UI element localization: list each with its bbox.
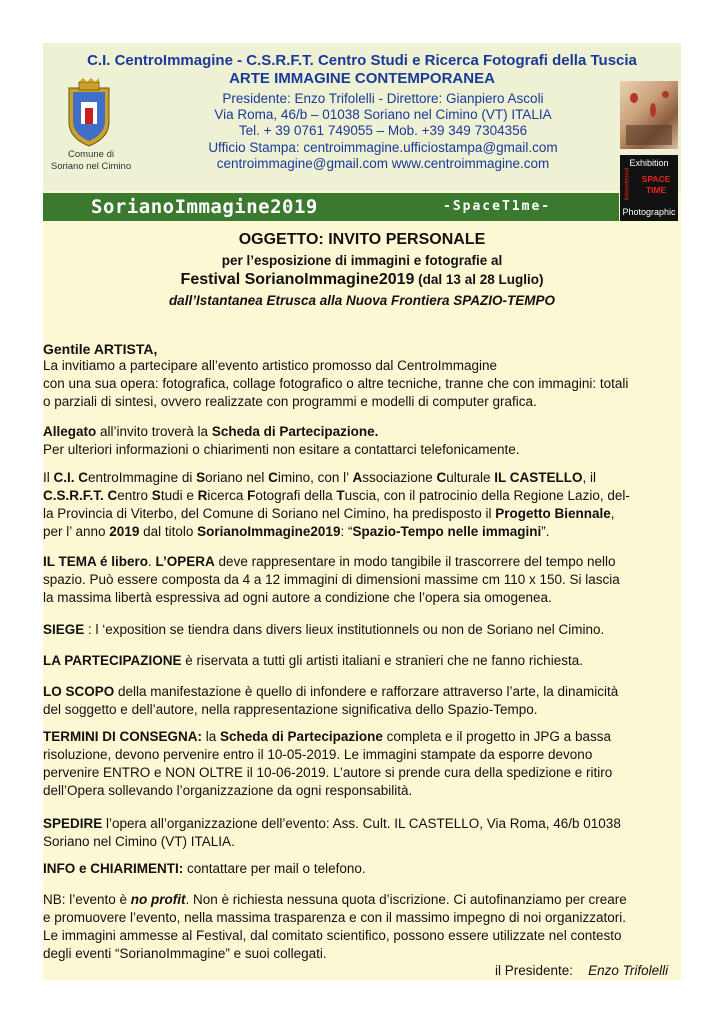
president-line: Presidente: Enzo Trifolelli - Direttore: Gianpiero Ascoli [222, 91, 544, 106]
deadline-paragraph: TERMINI DI CONSEGNA: la Scheda di Partecipazione completa e il progetto in JPG a bassa risoluzione, devono pervenire entro il 10-05-2019. Le immagini stampate da esporre devono pervenire ENTRO e NON OLTRE il 10-06-2019. L’autore si prende cura della spedizione e ritiro dell’Opera sollevando l’organizzazione da ogni responsabilità. [43, 729, 613, 798]
org-name: C.I. CentroImmagine - C.S.R.F.T. Centro Studi e Ricerca Fotografi della Tuscia [87, 52, 637, 69]
coat-of-arms-icon [63, 78, 115, 148]
artwork-thumbnail [620, 81, 678, 149]
allegato-paragraph: Allegato all’invito troverà la Scheda di Partecipazione. Per ulteriori informazioni o chiarimenti non esitare a contattarci telefonicamente. [43, 424, 520, 457]
intro-paragraph: La invitiamo a partecipare all’evento artistico promosso dal CentroImmagine con una sua opera: fotografica, collage fotografico o altre tecniche, tranne che con immagini: totali o parziali di sintesi, ovvero realizzate con programmi e modelli di computer grafica. [43, 358, 629, 409]
exhibition-logo: Exhibition International SPACE TIME Photographic [620, 155, 678, 221]
festival-title: Festival SorianoImmagine2019 (dal 13 al 28 Luglio) [180, 271, 544, 288]
info-paragraph: INFO e CHIARIMENTI: contattare per mail o telefono. [43, 861, 366, 876]
purpose-paragraph: LO SCOPO della manifestazione è quello di infondere e rafforzare attraverso l’arte, la dinamicità del soggetto e dell’autore, nella rappresentazione significativa dello Spazio-Tempo. [43, 684, 619, 717]
subject-line: per l’esposizione di immagini e fotografie al [221, 253, 503, 268]
document-page [43, 43, 681, 980]
letterhead [43, 43, 681, 191]
organizers-paragraph: Il C.I. CentroImmagine di Soriano nel Cimino, con l’ Associazione Culturale IL CASTELLO, il C.S.R.F.T. Centro Studi e Ricerca Fotografi della Tuscia, con il patrocinio della Regione Lazio, del- la Provincia di Viterbo, del Comune di Soriano nel Cimino, ha predisposto il Progetto Biennale, per l’ anno 2019 dal titolo SorianoImmagine2019: “Spazio-Tempo nelle immagini”. [43, 470, 630, 539]
email-web-line: centroimmagine@gmail.com www.centroimmagine.com [216, 156, 550, 171]
shipping-paragraph: SPEDIRE l’opera all’organizzazione dell’evento: Ass. Cult. IL CASTELLO, Via Roma, 46/b 01038 Soriano nel Cimino (VT) ITALIA. [43, 816, 621, 849]
greeting: Gentile ARTISTA, [43, 341, 158, 357]
participation-paragraph: LA PARTECIPAZIONE è riservata a tutti gli artisti italiani e stranieri che ne fanno richiesta. [43, 653, 583, 668]
siege-paragraph: SIEGE : l ‘exposition se tiendra dans divers lieux institutionnels ou non de Soriano nel Cimino. [43, 622, 605, 637]
signature-line: il Presidente: Enzo Trifolelli [495, 963, 669, 978]
address-line: Via Roma, 46/b – 01038 Soriano nel Cimino (VT) ITALIA [214, 107, 552, 122]
phone-line: Tel. + 39 0761 749055 – Mob. +39 349 7304356 [238, 123, 528, 138]
festival-subtitle: dall’Istantanea Etrusca alla Nuova Frontiera SPAZIO-TEMPO [168, 293, 556, 308]
nb-paragraph: NB: l’evento è no profit. Non è richiesta nessuna quota d’iscrizione. Ci autofinanziamo per creare e promuovere l’evento, nella massima trasparenza e con il massimo impegno di noi organizzatori. Le immagini ammesse al Festival, dal comitato scientifico, possono essere utilizzate nel contesto degli eventi “SorianoImmagine” e suoi collegati. [43, 892, 627, 961]
subject-heading: OGGETTO: INVITO PERSONALE [238, 231, 486, 248]
press-office-line: Ufficio Stampa: centroimmagine.ufficiostampa@gmail.com [208, 140, 558, 155]
theme-paragraph: IL TEMA é libero. L’OPERA deve rappresentare in modo tangibile il trascorrere del tempo nello spazio. Può essere composta da 4 a 12 immagini di dimensioni massime cm 110 x 150. Si lascia la massima libertà espressiva ad ogni autore a condizione che l’opera sia omogenea. [43, 554, 620, 605]
festival-band [43, 193, 619, 221]
org-subtitle: ARTE IMMAGINE CONTEMPORANEA [229, 70, 495, 87]
comune-label: Comune di Soriano nel Cimino [50, 149, 132, 172]
band-title: SorianoImmagine2019 [91, 196, 318, 218]
band-subtitle: -SpaceT1me- [443, 199, 552, 214]
